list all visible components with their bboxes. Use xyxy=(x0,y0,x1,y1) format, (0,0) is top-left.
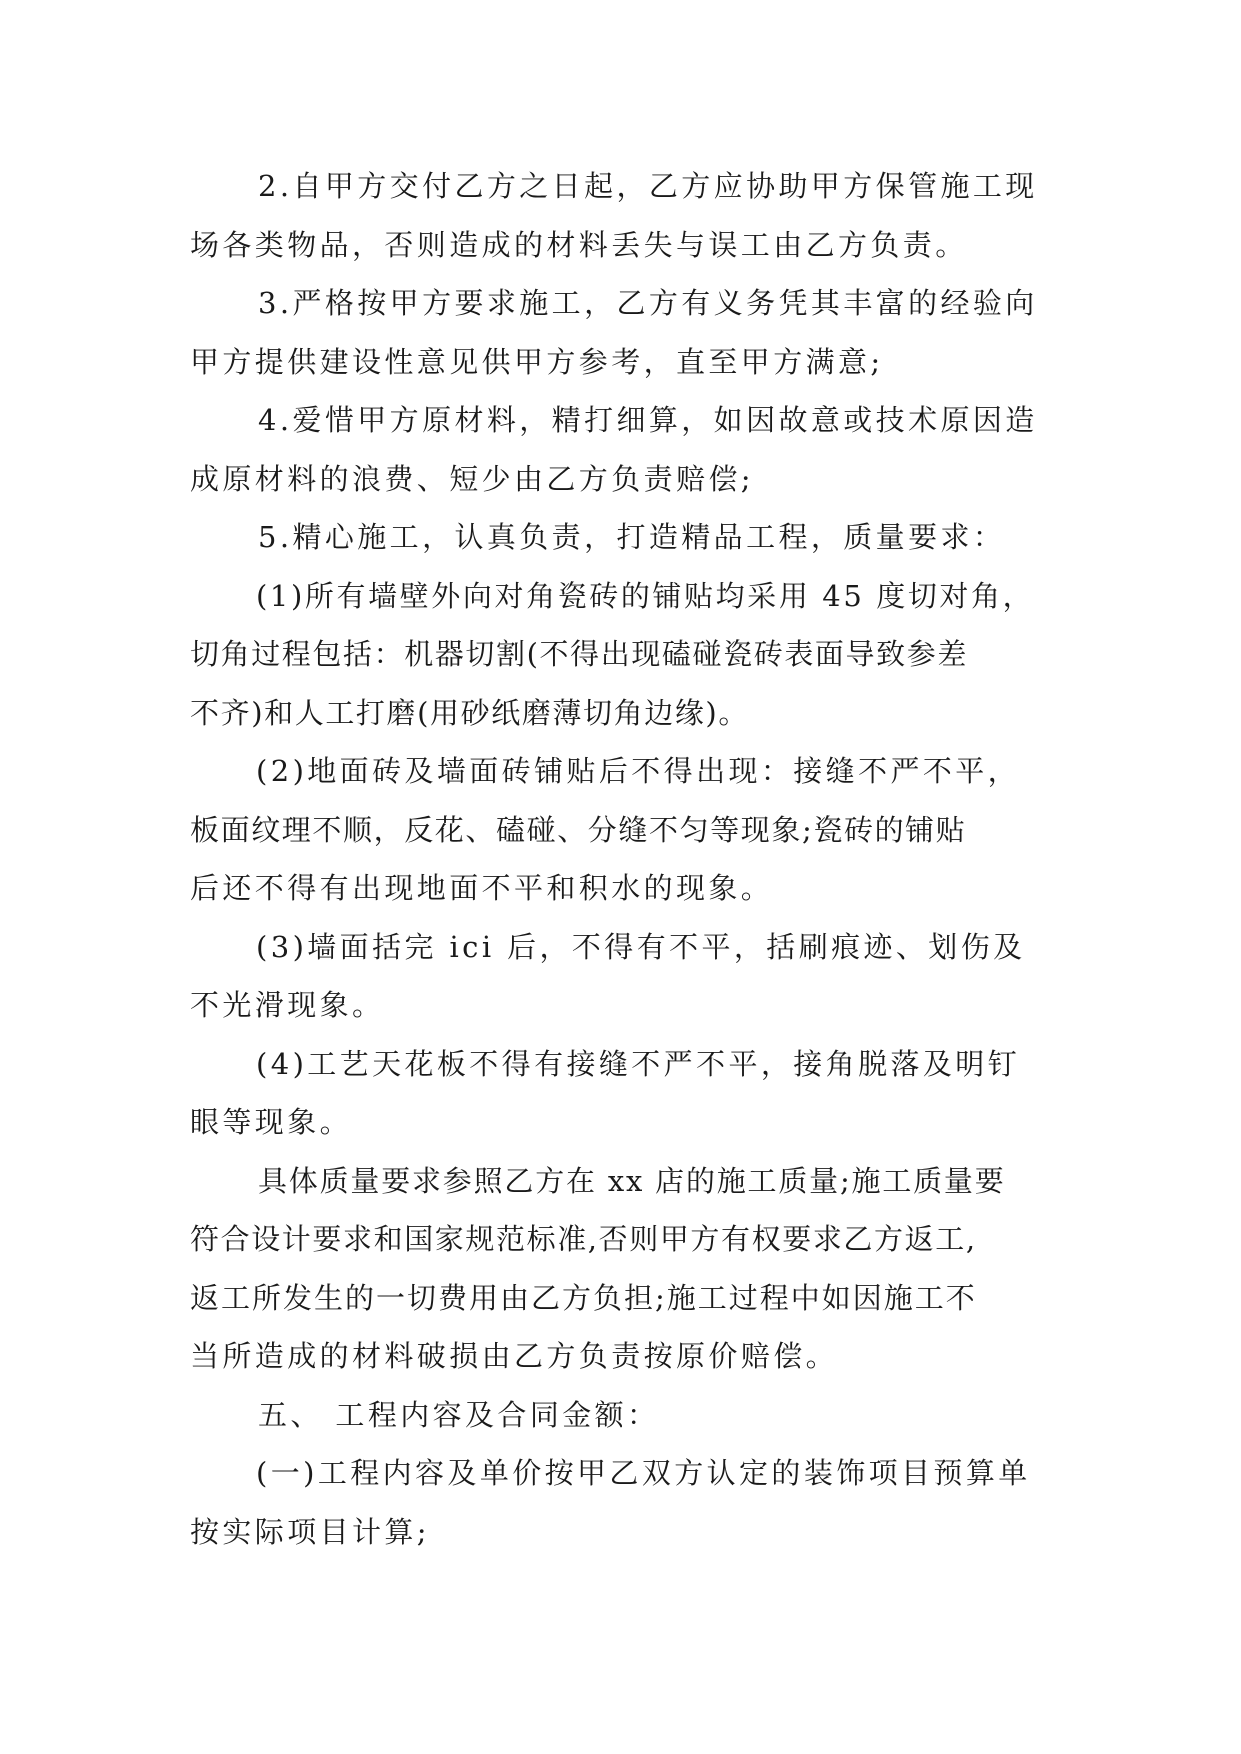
paragraph-line: 不齐)和人工打磨(用砂纸磨薄切角边缘)。 xyxy=(190,695,749,730)
paragraph-line: (一)工程内容及单价按甲乙双方认定的装饰项目预算单 xyxy=(256,1456,1031,1490)
paragraph-line: (3)墙面括完 ici 后，不得有不平，括刷痕迹、划伤及 xyxy=(256,929,1026,964)
paragraph-line: 眼等现象。 xyxy=(190,1105,353,1139)
paragraph-line: 符合设计要求和国家规范标准,否则甲方有权要求乙方返工, xyxy=(190,1222,977,1256)
paragraph-line: 按实际项目计算; xyxy=(190,1514,430,1549)
paragraph-line: 4.爱惜甲方原材料，精打细算，如因故意或技术原因造 xyxy=(258,403,1038,437)
paragraph-line: 返工所发生的一切费用由乙方负担;施工过程中如因施工不 xyxy=(190,1280,977,1315)
paragraph-line: 具体质量要求参照乙方在 xx 店的施工质量;施工质量要 xyxy=(258,1163,1006,1198)
paragraph-line: (1)所有墙壁外向对角瓷砖的铺贴均采用 45 度切对角， xyxy=(256,578,1035,613)
paragraph-line: 不光滑现象。 xyxy=(190,988,385,1022)
paragraph-line: 2.自甲方交付乙方之日起，乙方应协助甲方保管施工现 xyxy=(258,169,1038,203)
paragraph-line: 板面纹理不顺，反花、磕碰、分缝不匀等现象;瓷砖的铺贴 xyxy=(190,812,967,847)
document-body xyxy=(190,157,1050,1561)
paragraph-line: 甲方提供建设性意见供甲方参考，直至甲方满意; xyxy=(190,344,884,379)
paragraph-line: (4)工艺天花板不得有接缝不严不平，接角脱落及明钉 xyxy=(256,1046,1021,1081)
paragraph-line: 3.严格按甲方要求施工，乙方有义务凭其丰富的经验向 xyxy=(258,286,1038,320)
paragraph-line: 当所造成的材料破损由乙方负责按原价赔偿。 xyxy=(190,1339,839,1373)
paragraph-line: 5.精心施工，认真负责，打造精品工程，质量要求： xyxy=(258,520,1006,554)
paragraph-line: 后还不得有出现地面不平和积水的现象。 xyxy=(190,871,774,905)
paragraph-line: 切角过程包括：机器切割(不得出现磕碰瓷砖表面导致参差 xyxy=(190,637,968,671)
paragraph-line: 成原材料的浪费、短少由乙方负责赔偿; xyxy=(190,461,754,496)
paragraph-line: 场各类物品，否则造成的材料丢失与误工由乙方负责。 xyxy=(190,227,968,262)
section-heading: 五、 工程内容及合同金额： xyxy=(258,1397,660,1432)
paragraph-line: (2)地面砖及墙面砖铺贴后不得出现：接缝不严不平， xyxy=(256,754,1021,788)
